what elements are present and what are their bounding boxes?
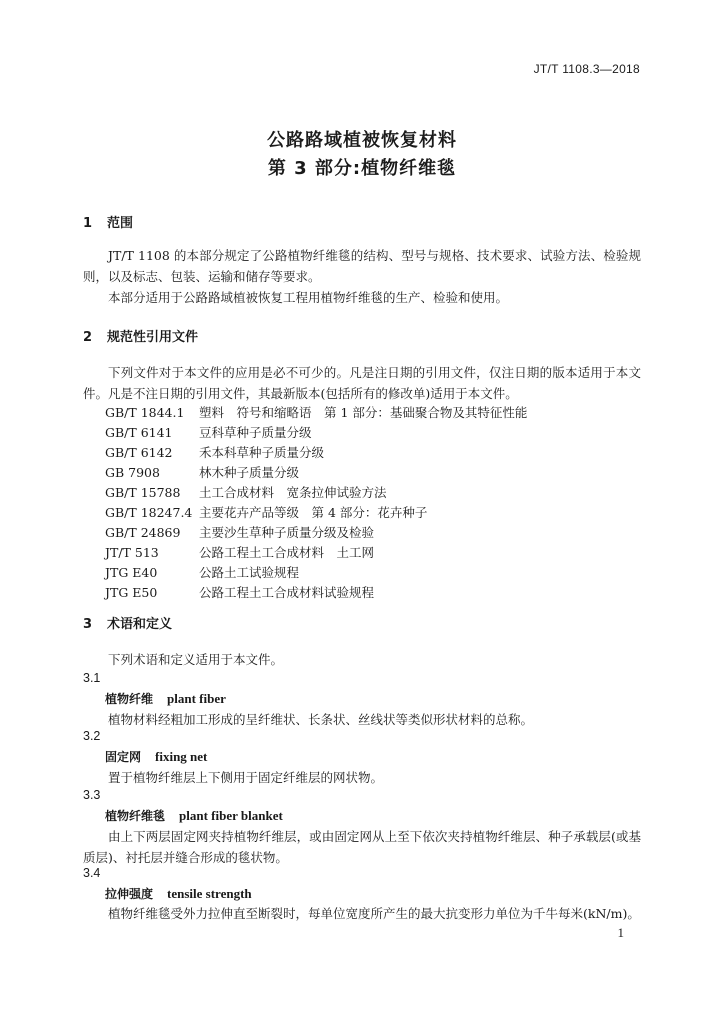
reference-code: JTG E50 xyxy=(105,585,158,600)
reference-title: 塑料 符号和缩略语 第 1 部分：基础聚合物及其特征性能 xyxy=(199,405,528,420)
reference-code: GB/T 18247.4 xyxy=(105,505,193,520)
term-name xyxy=(105,885,252,902)
scope-paragraph-1: JT/T 1108 的本部分规定了公路植物纤维毯的结构、型号与规格、技术要求、试验方法、检验规则，以及标志、包装、运输和储存等要求。 xyxy=(83,248,641,284)
term-name-en: plant fiber xyxy=(167,691,226,706)
section-number: 1 xyxy=(83,216,93,231)
reference-code: JTG E40 xyxy=(105,565,158,580)
reference-title: 禾本科草种子质量分级 xyxy=(199,445,325,460)
term-number: 3.1 xyxy=(83,671,101,685)
reference-item xyxy=(105,543,527,563)
reference-title: 公路土工试验规程 xyxy=(199,565,300,580)
reference-item xyxy=(105,463,527,483)
reference-item xyxy=(105,403,527,423)
page-number: 1 xyxy=(617,925,624,940)
reference-code: GB/T 1844.1 xyxy=(105,405,185,420)
reference-title: 豆科草种子质量分级 xyxy=(199,425,312,440)
term-definition: 植物材料经粗加工形成的呈纤维状、长条状、丝线状等类似形状材料的总称。 xyxy=(108,712,534,727)
section-number: 3 xyxy=(83,617,93,632)
section-number: 2 xyxy=(83,330,93,345)
section-1-heading xyxy=(83,212,133,231)
reference-title: 土工合成材料 宽条拉伸试验方法 xyxy=(199,485,387,500)
reference-code: GB/T 15788 xyxy=(105,485,181,500)
reference-title: 主要沙生草种子质量分级及检验 xyxy=(199,525,375,540)
term-name-zh: 植物纤维毯 xyxy=(105,809,166,823)
term-definition: 置于植物纤维层上下侧用于固定纤维层的网状物。 xyxy=(108,770,384,785)
term-name-en: fixing net xyxy=(155,749,208,764)
section-3-heading xyxy=(83,613,172,632)
scope-paragraph-2: 本部分适用于公路路域植被恢复工程用植物纤维毯的生产、检验和使用。 xyxy=(108,290,509,305)
term-number: 3.2 xyxy=(83,729,101,743)
section-2-heading xyxy=(83,326,198,345)
reference-item xyxy=(105,483,527,503)
term-name xyxy=(105,807,283,824)
term-name-en: tensile strength xyxy=(167,886,252,901)
section-title: 规范性引用文件 xyxy=(107,330,199,345)
reference-code: JT/T 513 xyxy=(105,545,159,560)
reference-code: GB/T 24869 xyxy=(105,525,181,540)
terms-intro: 下列术语和定义适用于本文件。 xyxy=(108,652,284,667)
section-title: 术语和定义 xyxy=(107,617,173,632)
reference-item xyxy=(105,583,527,603)
reference-code: GB/T 6141 xyxy=(105,425,173,440)
term-name-en: plant fiber blanket xyxy=(179,808,283,823)
reference-code: GB/T 6142 xyxy=(105,445,173,460)
document-title: 公路路域植被恢复材料 xyxy=(267,130,457,151)
reference-item xyxy=(105,423,527,443)
reference-title: 公路工程土工合成材料 土工网 xyxy=(199,545,375,560)
reference-title: 公路工程土工合成材料试验规程 xyxy=(199,585,375,600)
term-definition: 由上下两层固定网夹持植物纤维层，或由固定网从上至下依次夹持植物纤维层、种子承载层(或基质层)、衬托层并缝合形成的毯状物。 xyxy=(83,829,641,865)
normative-references-intro: 下列文件对于本文件的应用是必不可少的。凡是注日期的引用文件，仅注日期的版本适用于本文件。凡是不注日期的引用文件，其最新版本(包括所有的修改单)适用于本文件。 xyxy=(83,365,641,401)
reference-code: GB 7908 xyxy=(105,465,160,480)
normative-reference-list xyxy=(105,403,527,603)
term-definition: 植物纤维毯受外力拉伸直至断裂时，每单位宽度所产生的最大抗变形力单位为千牛每米(kN/m)。 xyxy=(108,906,640,921)
term-name-zh: 拉伸强度 xyxy=(105,887,154,901)
term-name xyxy=(105,690,226,707)
reference-title: 主要花卉产品等级 第 4 部分：花卉种子 xyxy=(199,505,428,520)
term-name-zh: 固定网 xyxy=(105,750,142,764)
reference-item xyxy=(105,563,527,583)
term-name xyxy=(105,748,207,765)
term-name-zh: 植物纤维 xyxy=(105,692,154,706)
term-number: 3.4 xyxy=(83,866,101,880)
reference-item xyxy=(105,443,527,463)
reference-item xyxy=(105,523,527,543)
section-title: 范围 xyxy=(107,216,134,231)
standard-code: JT/T 1108.3—2018 xyxy=(533,62,640,76)
term-number: 3.3 xyxy=(83,788,101,802)
reference-item xyxy=(105,503,527,523)
reference-title: 林木种子质量分级 xyxy=(199,465,300,480)
document-subtitle: 第 3 部分:植物纤维毯 xyxy=(267,158,457,179)
